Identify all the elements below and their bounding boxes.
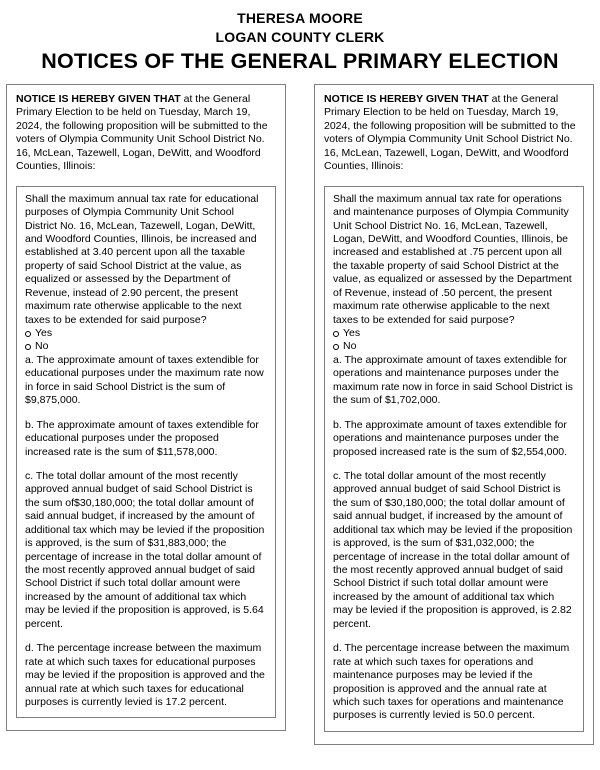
page-title: NOTICES OF THE GENERAL PRIMARY ELECTION <box>41 49 559 73</box>
proposition-question: Shall the maximum annual tax rate for educational purposes of Olympia Community Unit School District No. 16, McLean, Tazewell, Logan, DeWitt, and Woodford Counties, Illinois, be increased and established at 3.40 percent upon all the taxable property of said School District at the value, as equalized or assessed by the Department of Revenue, instead of 2.90 percent, the present maximum rate otherwise applicable to the next taxes to be extended for said purpose? <box>25 192 259 326</box>
notice-box-operations-maintenance <box>314 84 594 745</box>
notice-intro-body: at the General Primary Election to be held on Tuesday, March 19, 2024, the following proposition will be submitted to the voters of Olympia Community Unit School District No. 16, McLean, Tazewell, Logan, DeWitt, and Woodford Counties, Illinois: <box>324 93 576 173</box>
proposition-paragraph-d: d. The percentage increase between the maximum rate at which such taxes for educational purposes may be levied if the proposition is approved and the annual rate at which such taxes for educational purposes is currently levied is 17.2 percent. <box>25 642 265 708</box>
proposition-paragraph-c: c. The total dollar amount of the most recently approved annual budget of said School District is the sum of $30,180,000; the total dollar amount of said annual budget, if increased by the amount of additional tax which may be levied if the proposition is approved, is the sum of $31,032,000; the percentage of increase in the total dollar amount of the most recently approved annual budget of said School District if such total dollar amount were increased by the amount of additional tax which may be levied if the proposition is approved, is 2.82 percent. <box>333 469 573 630</box>
ballot-oval-icon <box>333 331 339 337</box>
notice-intro <box>16 93 276 174</box>
ballot-oval-icon <box>25 331 31 337</box>
proposition-paragraph-d: d. The percentage increase between the maximum rate at which such taxes for operations and maintenance purposes may be levied if the proposition is approved and the annual rate at which such taxes for operations and maintenance purposes is currently levied is 50.0 percent. <box>333 642 570 722</box>
clerk-title: LOGAN COUNTY CLERK <box>215 29 385 45</box>
ballot-option-label: No <box>343 340 357 353</box>
proposition-question: Shall the maximum annual tax rate for operations and maintenance purposes of Olympia Community Unit School District No. 16, McLean, Tazewell, Logan, DeWitt, and Woodford Counties, Illinois, be increased and established at .75 percent upon all the taxable property of said School District at the value, as equalized or assessed by the Department of Revenue, instead of .50 percent, the present maximum rate otherwise applicable to the next taxes to be extended for said purpose? <box>333 192 572 326</box>
proposition-paragraph-a: a. The approximate amount of taxes extendible for operations and maintenance purposes under the maximum rate now in force in said School District is the sum of $1,702,000. <box>333 353 573 407</box>
ballot-option-label: Yes <box>343 327 361 339</box>
proposition-paragraph-b: b. The approximate amount of taxes extendible for operations and maintenance purposes under the proposed increased rate is the sum of $2,554,000. <box>333 418 568 458</box>
ballot-option-yes <box>25 327 267 340</box>
proposition-box <box>16 186 276 719</box>
proposition-box <box>324 186 584 732</box>
notice-intro-lead: NOTICE IS HEREBY GIVEN THAT <box>324 93 489 105</box>
proposition-paragraph-a: a. The approximate amount of taxes extendible for educational purposes under the maximum rate now in force in said School District is the sum of $9,875,000. <box>25 353 264 407</box>
ballot-option-label: Yes <box>35 327 53 339</box>
proposition-paragraph-c: c. The total dollar amount of the most recently approved annual budget of said School District is the sum of$30,180,000; the total dollar amount of said annual budget, if increased by the amount of additional tax which may be levied if the proposition is approved, is the sum of $31,883,000; the percentage of increase in the total dollar amount of the most recently approved annual budget of said School District if such total dollar amount were increased by the amount of additional tax which may be levied if the proposition is approved, is 5.64 percent. <box>25 469 265 630</box>
ballot-option-label: No <box>35 340 49 353</box>
notice-intro <box>324 93 584 174</box>
notice-columns <box>6 84 594 745</box>
ballot-option-no <box>333 340 575 353</box>
ballot-option-no <box>25 340 267 353</box>
notice-intro-lead: NOTICE IS HEREBY GIVEN THAT <box>16 93 181 105</box>
ballot-option-yes <box>333 327 575 340</box>
notice-intro-body: at the General Primary Election to be held on Tuesday, March 19, 2024, the following proposition will be submitted to the voters of Olympia Community Unit School District No. 16, McLean, Tazewell, Logan, DeWitt, and Woodford Counties, Illinois: <box>16 93 268 173</box>
ballot-oval-icon <box>25 344 31 350</box>
notice-box-educational <box>6 84 286 731</box>
page-header <box>6 10 594 74</box>
ballot-oval-icon <box>333 344 339 350</box>
clerk-name: THERESA MOORE <box>237 10 363 26</box>
proposition-paragraph-b: b. The approximate amount of taxes extendible for educational purposes under the proposed increased rate is the sum of $11,578,000. <box>25 418 259 458</box>
